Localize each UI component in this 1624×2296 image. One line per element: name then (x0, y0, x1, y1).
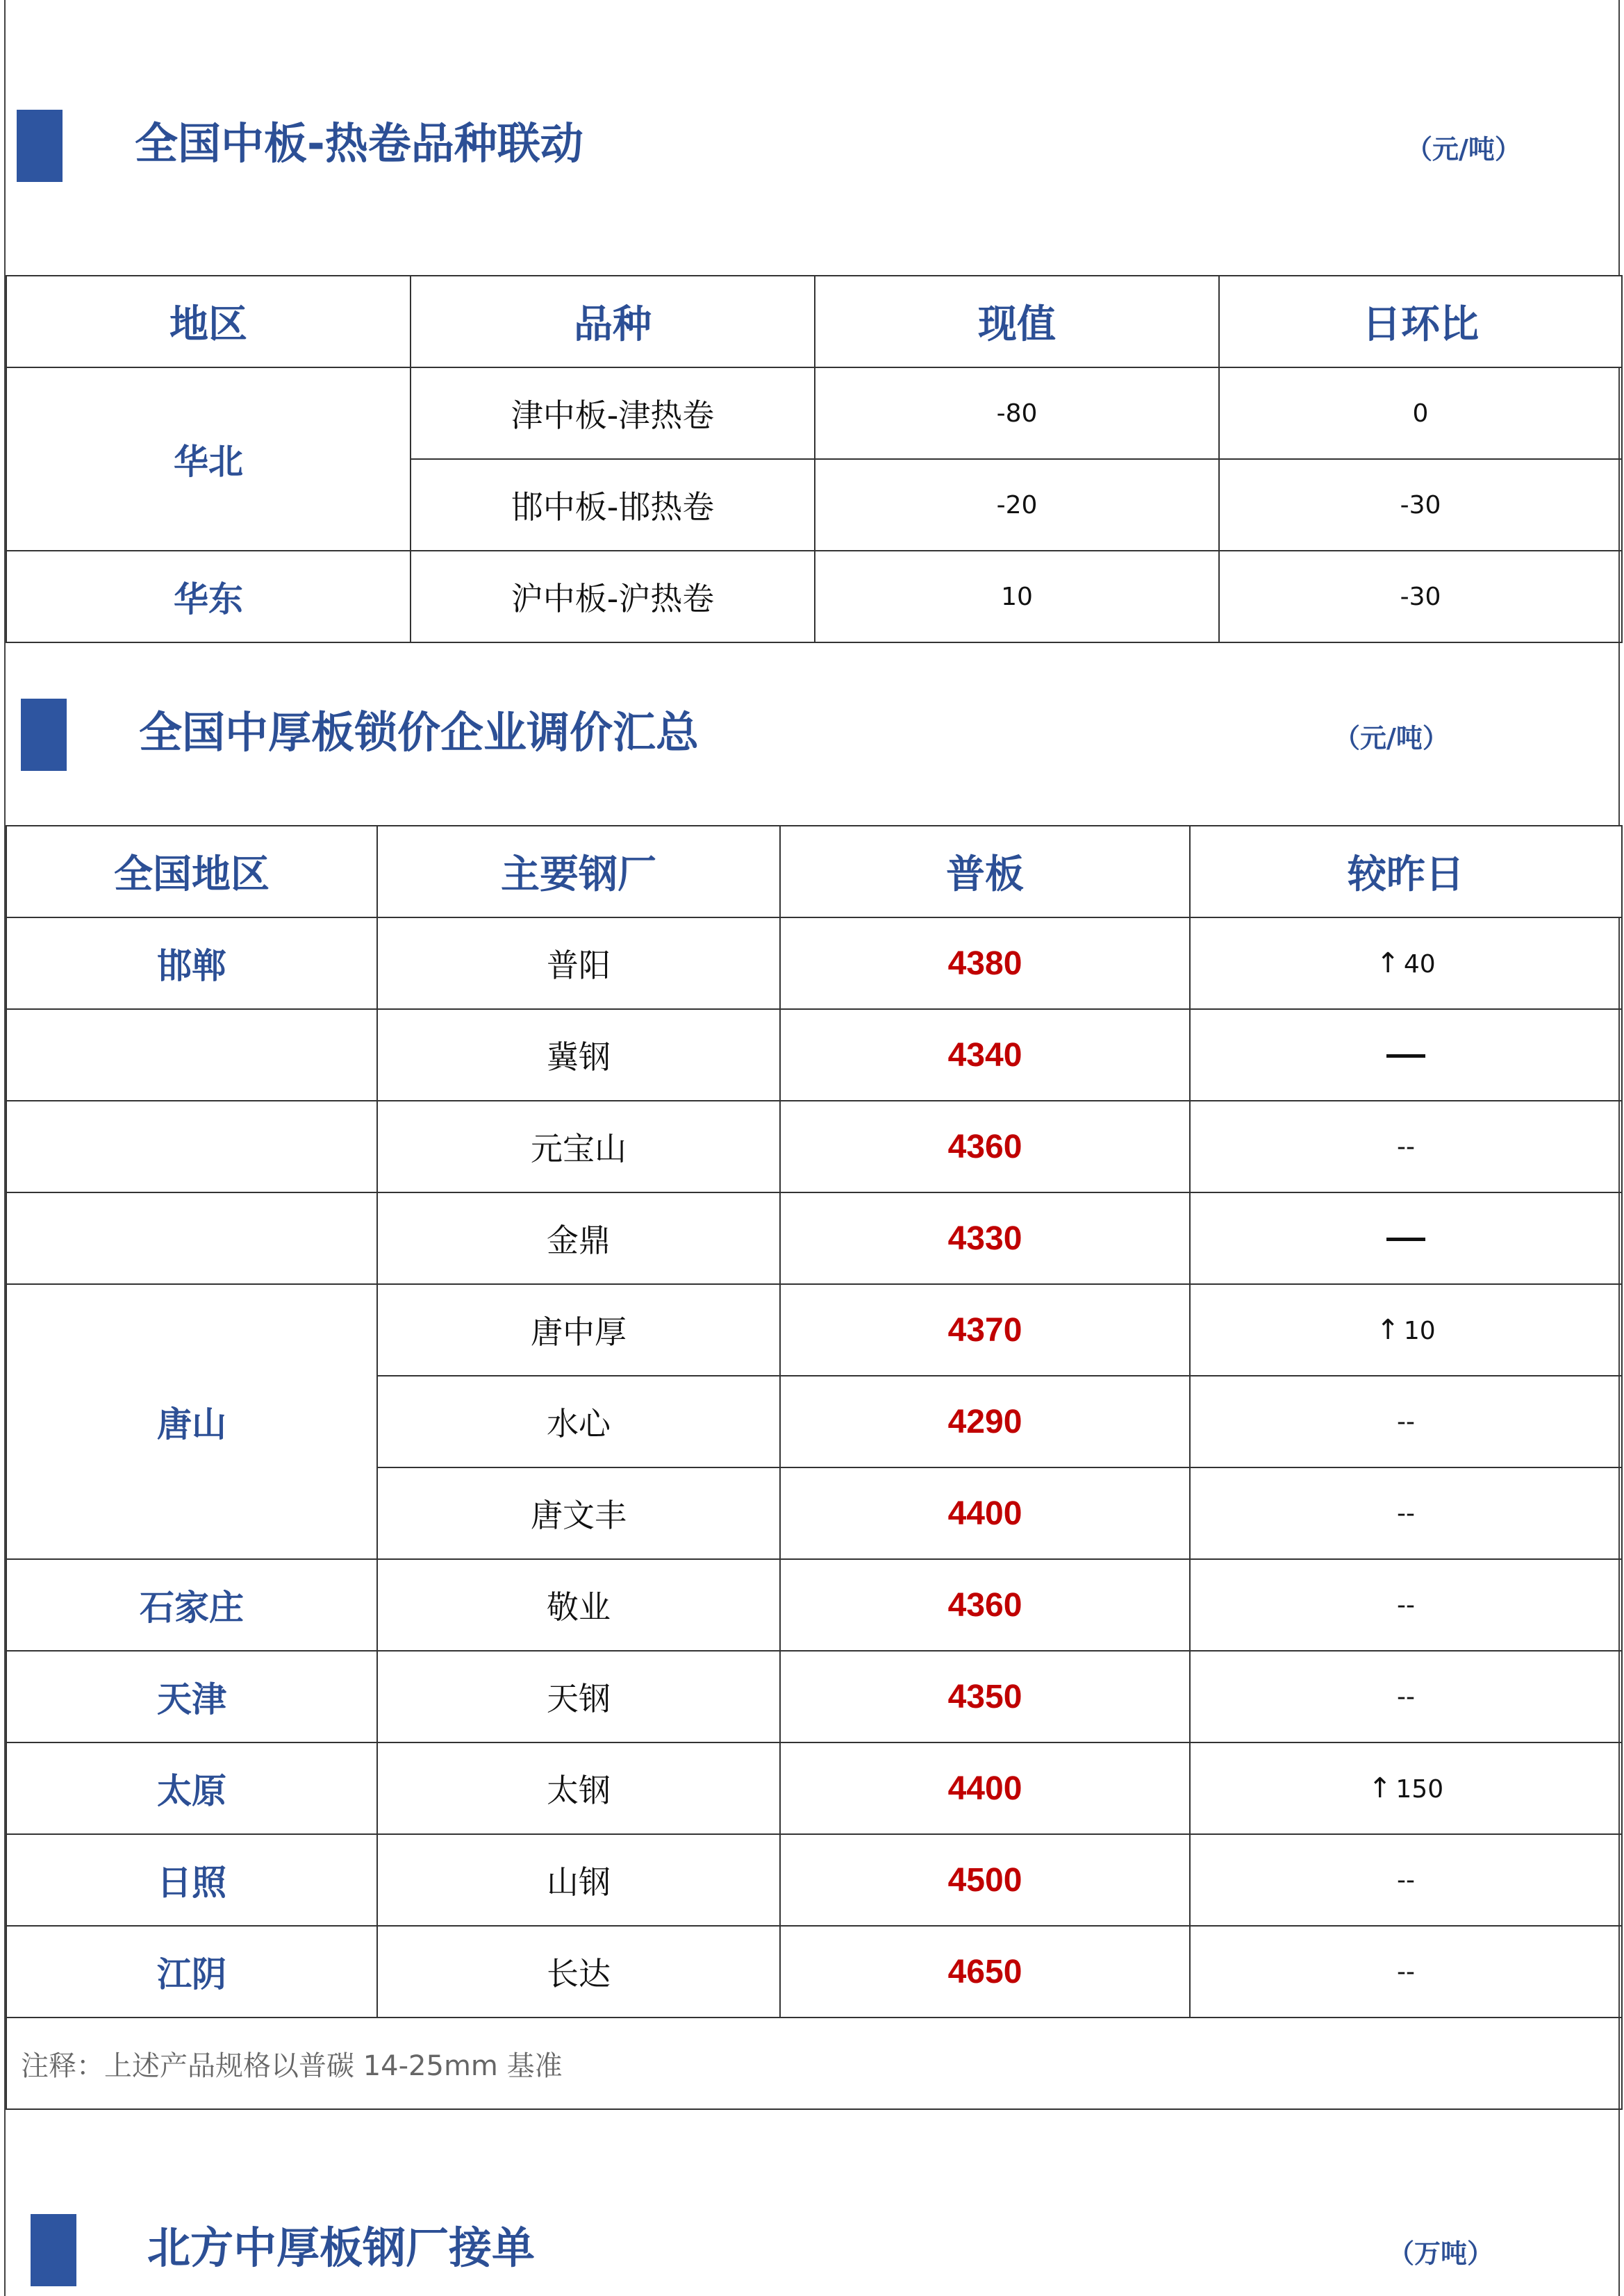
change-cell (1190, 1467, 1622, 1559)
variety-cell: 津中板-津热卷 (411, 367, 815, 459)
price-cell: 4380 (780, 917, 1190, 1009)
region-cell: 江阴 (6, 1926, 377, 2018)
table-note: 注释：上述产品规格以普碳 14-25mm 基准 (6, 2018, 1622, 2109)
price-cell: 4400 (780, 1742, 1190, 1834)
section1-title: 全国中板-热卷品种联动 (135, 118, 583, 169)
price-cell: 4330 (780, 1192, 1190, 1284)
section-marker-2 (21, 699, 67, 771)
up-arrow-icon: ↑ (1376, 1314, 1400, 1346)
change-cell (1190, 1651, 1622, 1742)
value-cell: -80 (815, 367, 1219, 459)
region-cell: 日照 (6, 1834, 377, 1926)
mill-cell: 长达 (377, 1926, 780, 2018)
region-cell: 邯郸 (6, 917, 377, 1009)
variety-cell: 沪中板-沪热卷 (411, 551, 815, 642)
mill-cell: 水心 (377, 1376, 780, 1467)
region-cell (6, 1192, 377, 1284)
change-value: 10 (1403, 1317, 1436, 1345)
col-header-region: 全国地区 (6, 826, 377, 917)
section-marker-1 (17, 110, 63, 182)
change-cell (1190, 1009, 1622, 1101)
region-cell (6, 1009, 377, 1101)
region-cell (6, 1101, 377, 1192)
col-header-daily-change: 日环比 (1219, 276, 1622, 367)
mill-cell: 天钢 (377, 1651, 780, 1742)
change-value: -- (1397, 1407, 1415, 1436)
value-cell: -20 (815, 459, 1219, 551)
flat-dash-icon (1386, 1238, 1425, 1241)
price-cell: 4340 (780, 1009, 1190, 1101)
change-cell: 0 (1219, 367, 1622, 459)
change-value: -- (1397, 1957, 1415, 1986)
change-value: 40 (1403, 950, 1436, 979)
region-cell: 华东 (6, 551, 411, 642)
change-cell (1190, 1284, 1622, 1376)
flat-dash-icon (1386, 1054, 1425, 1058)
change-value: -- (1397, 1590, 1415, 1620)
change-value: 150 (1395, 1775, 1444, 1804)
table-row (6, 1926, 1622, 2018)
mill-cell: 元宝山 (377, 1101, 780, 1192)
product-linkage-table (6, 275, 1623, 643)
table-row (6, 917, 1622, 1009)
change-cell: -30 (1219, 551, 1622, 642)
table-row (6, 1101, 1622, 1192)
table-row (6, 1742, 1622, 1834)
mill-cell: 金鼎 (377, 1192, 780, 1284)
region-cell: 太原 (6, 1742, 377, 1834)
mill-cell: 冀钢 (377, 1009, 780, 1101)
section3-title: 北方中厚板钢厂接单 (147, 2222, 536, 2273)
section2-unit: （元/吨） (1334, 723, 1449, 754)
change-cell (1190, 1834, 1622, 1926)
mill-cell: 敬业 (377, 1559, 780, 1651)
change-cell (1190, 917, 1622, 1009)
col-header-variety: 品种 (411, 276, 815, 367)
change-cell (1190, 1559, 1622, 1651)
table-row (6, 1651, 1622, 1742)
report-page (4, 0, 1620, 2296)
change-cell (1190, 1192, 1622, 1284)
section3-unit: （万吨） (1388, 2238, 1494, 2269)
price-cell: 4500 (780, 1834, 1190, 1926)
price-cell: 4290 (780, 1376, 1190, 1467)
region-cell: 石家庄 (6, 1559, 377, 1651)
price-cell: 4350 (780, 1651, 1190, 1742)
col-header-vs-yesterday: 较昨日 (1190, 826, 1622, 917)
change-cell (1190, 1376, 1622, 1467)
up-arrow-icon: ↑ (1368, 1772, 1392, 1804)
price-cell: 4650 (780, 1926, 1190, 2018)
region-cell: 唐山 (6, 1284, 377, 1559)
change-value: -- (1397, 1682, 1415, 1711)
mill-cell: 唐中厚 (377, 1284, 780, 1376)
table-row (6, 1009, 1622, 1101)
table-row (6, 1559, 1622, 1651)
mill-cell: 唐文丰 (377, 1467, 780, 1559)
col-header-value: 现值 (815, 276, 1219, 367)
col-header-plate-price: 普板 (780, 826, 1190, 917)
up-arrow-icon: ↑ (1376, 947, 1400, 979)
mill-cell: 太钢 (377, 1742, 780, 1834)
section-marker-3 (31, 2214, 76, 2286)
change-value: -- (1397, 1865, 1415, 1895)
region-cell: 天津 (6, 1651, 377, 1742)
col-header-region: 地区 (6, 276, 411, 367)
mill-cell: 普阳 (377, 917, 780, 1009)
change-value: -- (1397, 1132, 1415, 1161)
price-cell: 4400 (780, 1467, 1190, 1559)
col-header-mill: 主要钢厂 (377, 826, 780, 917)
section1-unit: （元/吨） (1406, 134, 1521, 165)
variety-cell: 邯中板-邯热卷 (411, 459, 815, 551)
value-cell: 10 (815, 551, 1219, 642)
table-row (6, 1834, 1622, 1926)
change-cell: -30 (1219, 459, 1622, 551)
price-cell: 4360 (780, 1559, 1190, 1651)
region-cell: 华北 (6, 367, 411, 551)
lock-price-table (6, 825, 1623, 2110)
price-cell: 4360 (780, 1101, 1190, 1192)
mill-cell: 山钢 (377, 1834, 780, 1926)
table-row (6, 1284, 1622, 1376)
change-cell (1190, 1742, 1622, 1834)
price-cell: 4370 (780, 1284, 1190, 1376)
section2-title: 全国中厚板锁价企业调价汇总 (139, 707, 699, 758)
change-cell (1190, 1101, 1622, 1192)
change-value: -- (1397, 1499, 1415, 1528)
table-row (6, 1192, 1622, 1284)
change-cell (1190, 1926, 1622, 2018)
